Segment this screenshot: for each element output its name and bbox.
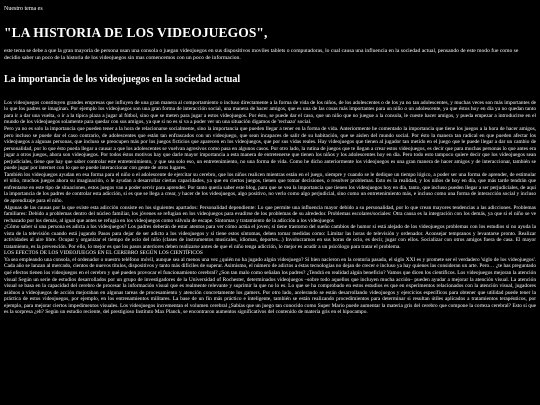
article-body — [4, 100, 536, 316]
body-paragraph: También los videojuegos ayudan en esa forma para el niño o el adolescente de ejercitar su cerebro, que los niños realicen mientras están en el juego, siempre y cuando se le dedique un tiempo lógico, a poder ser una forma de aprender, de estimular el niño, muchos juegos ahora su imaginación, o le ayudan a desarrollar ciertas capacidades, ya que en ciertos juegos, tienen que tomar decisiones, o resolver problemas. Esto es la realidad, y los niños de hoy en día, que más tarde tendrán que enfrentarse en este tipo de situaciones, estos juegos van a poder servir para aprender. Por tanto quería saber este blog, para que se vea la importancia que tienen los videojuegos hoy en día, tanto, que incluso pueden llegar a ser perjudiciales, de aquí la importancia de los padres de controlar esta adicción, si es que se llega a crear, y hacer de los videojuegos, algo positivo, no verlo como algo perjudicial, sino como un entretenimiento más, e incluso como una forma de interacción social y incluso de aprendizaje para el niño. — [4, 171, 536, 205]
body-paragraph: ¿Cómo saber si una persona es adicta a los videojuegos? Los padres deberán de estar atentos para ver cómo actúa el joven; si tiene trastorno del sueño cambios de humor si está alejado de los videojuegos problemas con los estudios si no ayuda la vista de la televisión cuando está jugando Pasos para dejar de ser adicto a los videojuegos y si tiene estos síntomas, deben tomar medidas como: Limitar las horas de televisión y ordenador. Aconsejar tempranos y levantarse pronto. Realizar actividades al aire libre. Ocupar y organizar el tiempo de ocio del niño (clases de instrumentos musicales, idiomas, deportes...) Involucrarnos en sus horas de ocio, es decir, jugar con ellos. Socializar con otros amigos fuera de casa. El mayor tratamiento, es la prevención. Por ello, lo mejor es que los pasos anteriores deben realizarse antes de que el niño tenga adicción, lo mejor es acudir a un psicólogo para tratar el problema. — [4, 224, 536, 250]
lead-paragraph: este tema se debe a que la gran mayoria de persona usan una consola o juegan videojuegos en sus dispositivos moviles tablets o computadoras, lo cual causa una influencia en la sociedad actual, pensando de este modo fue como se decidio saber un poco de la historia de los videojuegos sin mas comencemos con un poco de informacion. — [4, 48, 519, 61]
body-paragraph: Pero ya no es solo la importancia que pueden tener a la hora de relacionarse socialmente, sino la importancia que pueden llegar a tener en la forma de vida. Anteriormente he comentado la importancia que tiene los juegos a la hora de hacer amigos, pero incluso se puede dar el caso contrario, de adolescentes que están tan enfrascados con un videojuego, que sean incapaces de salir de su habitación, que se aíslen del mundo social. Por ésto la manera tan radical en que pueden afectar los videojuegos a algunas personas, que incluso se preocupen más por los juegos ficticios que aparecen en los videojuegos, que por sus vidas reales. Hay videojuegos que tienen al jugador tan metido en el juego que le puede llegar a dar un cambio de personalidad, por lo que ésto pueda llegar a causar a que los adolescentes se vuelvan agresivos como pasa en algunos casos. Por otro lado, la rutina de juegos que te llegan a crear estos videojuegos, es decir que para muchas personas lo que antes era jugar a otros juegos, ahora son videojuegos. Por todos éstos motivos hay que darle mayor importancia a esta manera de entretenerse que tienen los niños y los adolescentes hoy en día. Pero todo esto tampoco quiere decir que los videojuegos sean perjudiciales, tiene que hay que saber controlar este entretenimiento, y que sea solo eso, un entretenimiento, no una forma de vida. Como he dicho anteriormente los videojuegos es una gran manera de hacer amigos y de interaccionar, también se puede jugar por internet con lo que se puede interaccionar con gente de otros lugares. — [4, 126, 536, 172]
section-heading: La importancia de los videojuegos en la sociedad actual — [4, 73, 241, 85]
intro-label: Nuestro tema es — [4, 6, 43, 12]
body-paragraph: Ya sea empleando una consola, el ordenador o nuestro teléfono móvil, aunque sea al menos una vez ¿quién no ha jugado algún videojuego? Si bien nacieron en la centuria pasada, el siglo XXI es y promete ser el verdadero 'siglo de los videojuegos'. Cada año se lanzan al mercado, cientos de nuevos títulos, dispositivos y tanto más difíciles de superar. Asimismo, el número de adictos a éstas tecnologías no dejan de crecer e incluso ya hay quienes las consideran un arte. Pero… ¿te has preguntado qué efectos tienen los videojuegos en el cerebro y qué pueden provocar el funcionamiento cerebral? ¿Son tan malo como señalan los padres? ¿Tendrá en realidad algún beneficio? Vamos que dicen los científicos. Los videojuegos mejoran la atención visual Según un serie de estudios desarrollados por un grupo de investigadores de la Universidad of Rochester, determinados videojuegos –sobre todo aquellos que incluyen mucha acción– pueden ayudar a mejorar la atención visual. La atención visual se basa en la capacidad del cerebro de procesar la información visual que es realmente relevante y suprimir la que no lo es. Lo que se ha comprobado en estos estudios es que en experimentos relacionados con la atención visual, jugadores asiduos a videojuegos de acción mejoraban en algunas tareas de procesamiento y atención concretamente los gamers. Por otro lado, acelerando se están desarrollando videojuegos y ejercicios específicos para obtener que utilidad puede tener la práctica de estos videojuegos, por ejemplo, en los entrenamientos militares. La base de un fin más práctico e inteligente, también se están realizando procedimientos para determinar si resultan útiles aplicados a tratamientos terapéuticos, por ejemplo, para mejorar ciertos impedimentos visuales. Los videojuegos incrementan el volumen cerebral ¿Sabías que un juego tan conocido como Super Mario puede aumentar la materia gris del cerebro que compone la corteza cerebral? Esto sí que es la sorpresa ¿eh? Según un estudio reciente, del prestigioso Instituto Max Planck, se encontraron aumentos significativos del contenido de materia gris en el hipocampo. — [4, 256, 536, 316]
body-paragraph: Los videojuegos constituyen grandes empresas que influyen de una gran manera al comportamiento o incluso directamente a la forma de vida de los niños, de los adolescentes o de los ya no tan adolescentes, y muchas veces son más importantes de lo que los padres se imaginan. Por ejemplo los videojuegos son una gran forma de interacción social, una manera de hacer amigos, que es una de las cosas más importantes para un niño o un adolescente, ya que éstos hoy en día ya no quedan tanto para ir a dar una vuelta, o ir a la típica plaza a jugar al fútbol, sino que se meten para jugar a estos videojuegos. Por ésto, se puede dar el caso, que un niño que no juegue a la consola, le cueste hacer amigos, y pueda empezar a introducirse en el mundo de los videojuegos solamente para quedar con sus amigos, ya que si no es sí va a poder ver un una situación digamos de 'rechazo' social. — [4, 99, 536, 126]
page-title: "LA HISTORIA DE LOS VIDEOJUEGOS", — [4, 25, 268, 40]
body-paragraph: Algunas de las causas por la que existe esta adicción consiste en los siguientes apartados: Personalidad dependiente: Lo que permite una influencia mayor debido a su personalidad, por lo que crean mayores tendencias a las adicciones. Problemas familiares: Debido a problemas dentro del núcleo familiar, los jóvenes se refugian en los videojuegos para evadirse de los problemas de su alrededor. Problemas escolares/sociales: Otra causa es la integración con los demás, ya que si el niño se ve rechazado por los demás, al igual que antes se refugia en los videojuegos como válvula de escape. Síntomas y tratamiento de la adicción a los videojuegos — [4, 204, 536, 224]
subheading-effects: LOS EFECTOS DE LOS VIDEOJUEGOS EN EL CEREBRO SEGÚN LOS CIENTÍFICOS — [4, 250, 203, 257]
